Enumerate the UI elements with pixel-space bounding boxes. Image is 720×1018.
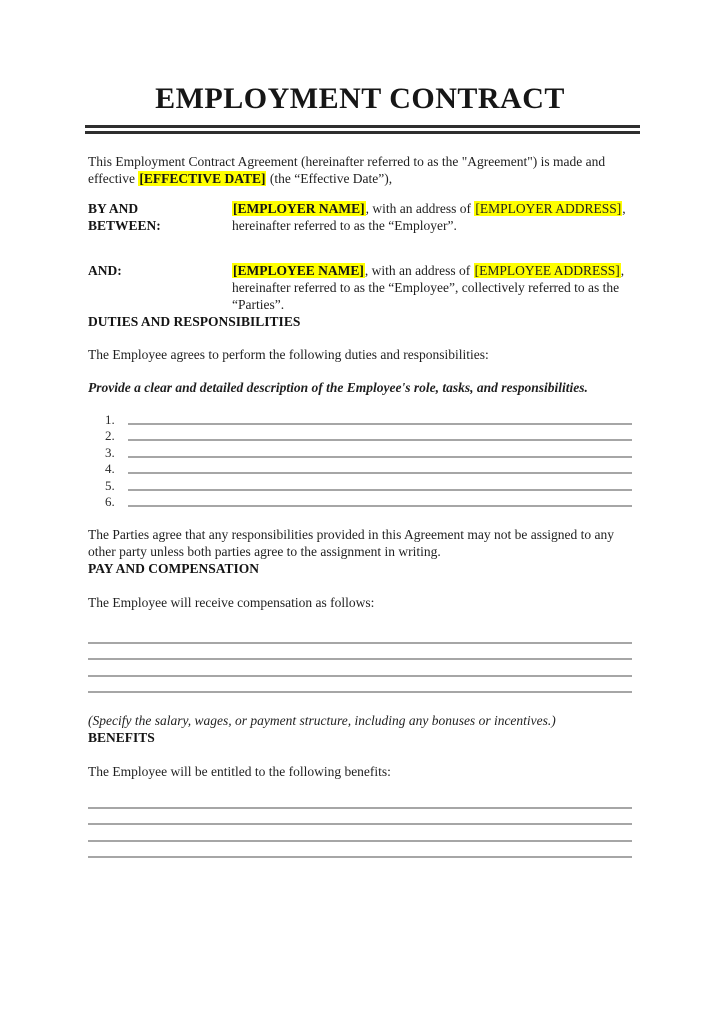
pay-heading: PAY AND COMPENSATION bbox=[88, 561, 260, 576]
blank-number: 3. bbox=[105, 444, 115, 460]
fill-in-line bbox=[128, 505, 632, 507]
pay-intro: The Employee will receive compensation as follows: bbox=[88, 595, 375, 610]
blank-number: 6. bbox=[105, 494, 115, 509]
blank-number: 1. bbox=[105, 411, 115, 427]
numbered-blank-line bbox=[88, 410, 632, 427]
blank-number: 5. bbox=[105, 477, 115, 493]
benefits-heading: BENEFITS bbox=[88, 730, 155, 745]
pay-note: (Specify the salary, wages, or payment structure, including any bonuses or incentives.) bbox=[88, 713, 556, 728]
fill-in-line bbox=[88, 677, 632, 694]
fill-in-line bbox=[88, 627, 632, 644]
by-and-between-label-text: BY AND BETWEEN: bbox=[88, 201, 161, 233]
intro-paragraph bbox=[88, 153, 632, 187]
page-title: EMPLOYMENT CONTRACT bbox=[155, 82, 565, 115]
employee-clause-mid: , with an address of bbox=[364, 263, 474, 278]
employer-clause-post: , hereinafter referred to as the “Employer”. bbox=[232, 201, 626, 233]
fill-in-line bbox=[88, 825, 632, 842]
effective-date-placeholder: [EFFECTIVE DATE] bbox=[139, 171, 266, 186]
fill-in-line bbox=[128, 472, 632, 474]
employee-name-placeholder: [EMPLOYEE NAME] bbox=[233, 263, 364, 278]
numbered-blank-line bbox=[88, 443, 632, 460]
fill-in-line bbox=[88, 660, 632, 677]
fill-in-line bbox=[88, 842, 632, 859]
employee-clause-post: , hereinafter referred to as the “Employee”, collectively referred to as the “Parties”. bbox=[232, 263, 625, 312]
fill-in-line bbox=[128, 456, 632, 458]
duties-heading: DUTIES AND RESPONSIBILITIES bbox=[88, 314, 301, 329]
blank-number: 2. bbox=[105, 428, 115, 443]
benefits-intro: The Employee will be entitled to the following benefits: bbox=[88, 764, 391, 779]
fill-in-line bbox=[88, 644, 632, 661]
by-and-between-label bbox=[88, 200, 232, 234]
fill-in-line bbox=[88, 809, 632, 826]
title-divider bbox=[85, 125, 640, 134]
employee-clause bbox=[88, 262, 632, 313]
duties-intro: The Employee agrees to perform the following duties and responsibilities: bbox=[88, 347, 489, 362]
blank-number: 4. bbox=[105, 461, 115, 476]
benefits-blank-list bbox=[88, 792, 632, 858]
employer-name-placeholder: [EMPLOYER NAME] bbox=[233, 201, 365, 216]
employer-clause bbox=[88, 200, 632, 234]
fill-in-line bbox=[128, 423, 632, 425]
numbered-blank-line bbox=[88, 427, 632, 444]
duties-blank-list bbox=[88, 410, 632, 509]
and-label-text: AND: bbox=[88, 263, 122, 278]
intro-text-post: (the “Effective Date”), bbox=[266, 171, 393, 186]
intro-text-pre: This Employment Contract Agreement (hereinafter referred to as the "Agreement") is made and effective bbox=[88, 154, 606, 186]
employer-clause-text bbox=[232, 200, 632, 234]
numbered-blank-line bbox=[88, 460, 632, 477]
and-label bbox=[88, 262, 232, 313]
duties-instruction: Provide a clear and detailed description of the Employee's role, tasks, and responsibilities. bbox=[88, 380, 588, 395]
numbered-blank-line bbox=[88, 476, 632, 493]
employer-address-placeholder: [EMPLOYER ADDRESS] bbox=[475, 201, 622, 216]
employer-clause-mid: , with an address of bbox=[365, 201, 475, 216]
pay-blank-list bbox=[88, 627, 632, 693]
fill-in-line bbox=[88, 792, 632, 809]
employee-clause-text bbox=[232, 262, 632, 313]
fill-in-line bbox=[128, 439, 632, 441]
numbered-blank-line bbox=[88, 493, 632, 510]
employee-address-placeholder: [EMPLOYEE ADDRESS] bbox=[474, 263, 620, 278]
fill-in-line bbox=[128, 489, 632, 491]
assignment-note-paragraph: The Parties agree that any responsibilities provided in this Agreement may not be assigned to any other party unless both parties agree to the assignment in writing. bbox=[88, 527, 614, 559]
